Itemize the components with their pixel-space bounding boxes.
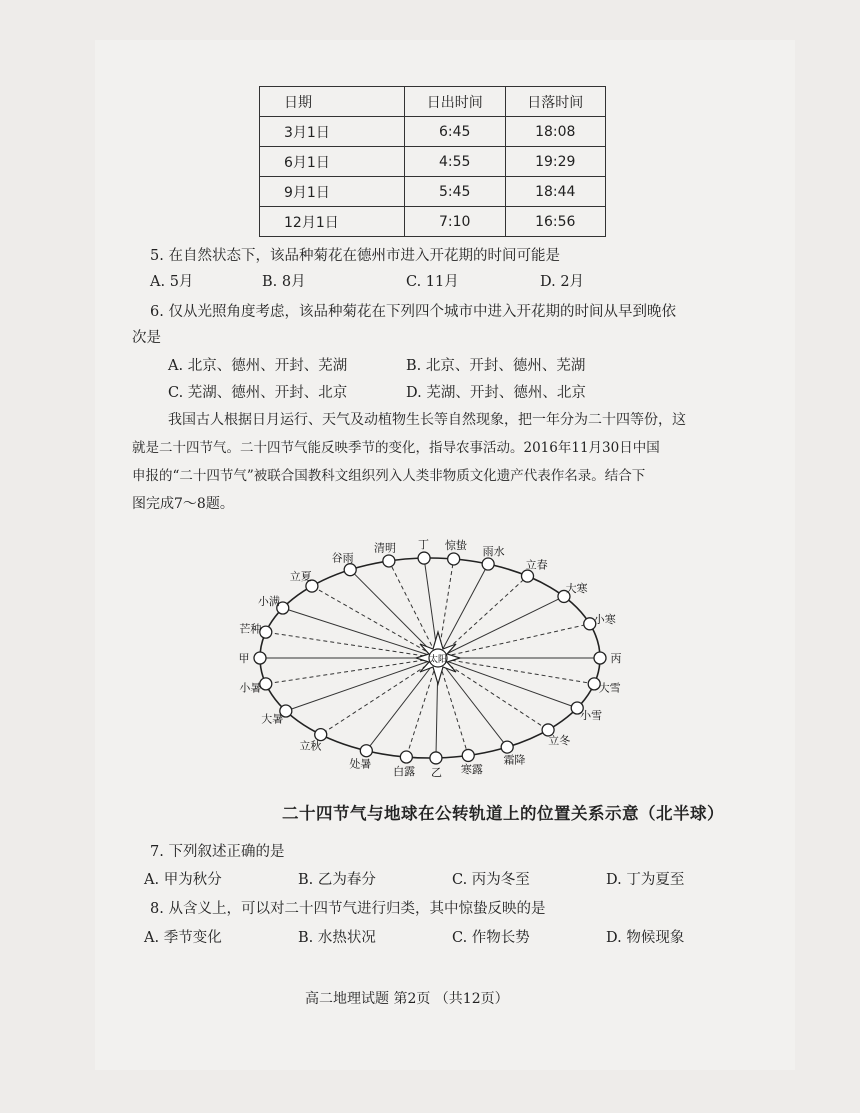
passage-line-2: 就是二十四节气。二十四节气能反映季节的变化，指导农事活动。2016年11月30日中国	[132, 440, 660, 456]
table-row	[260, 207, 606, 237]
question-7-option-a: A. 甲为秋分	[144, 872, 222, 888]
solar-term-label: 霜降	[503, 753, 526, 767]
earth-position-marker	[501, 741, 513, 753]
passage-line-4: 图完成7～8题。	[132, 496, 234, 512]
page-footer: 高二地理试题 第2页 （共12页）	[305, 991, 509, 1007]
question-8-option-a: A. 季节变化	[144, 930, 222, 946]
solar-term-label: 谷雨	[331, 551, 354, 565]
sunrise-sunset-table	[259, 86, 606, 237]
solar-term-label: 小寒	[593, 613, 616, 627]
orbit-spoke	[438, 564, 488, 658]
solar-term-label: 小暑	[239, 681, 262, 695]
earth-position-marker	[522, 570, 534, 582]
orbit-spoke	[438, 658, 507, 747]
question-8-option-c: C. 作物长势	[452, 930, 530, 946]
orbit-spoke	[438, 596, 564, 658]
orbit-spoke	[438, 658, 594, 684]
question-6-stem-continued: 次是	[132, 330, 161, 346]
orbit-spoke	[350, 570, 438, 658]
question-5-stem: 5. 在自然状态下，该品种菊花在德州市进入开花期的时间可能是	[150, 248, 560, 264]
question-5-option-b: B. 8月	[262, 274, 306, 290]
question-5-option-a: A. 5月	[150, 274, 194, 290]
earth-position-marker	[260, 678, 272, 690]
question-5-option-c: C. 11月	[406, 274, 459, 290]
solar-term-label: 乙	[430, 765, 442, 779]
table-cell: 18:44	[505, 177, 606, 207]
question-6-option-a: A. 北京、德州、开封、芜湖	[168, 358, 348, 374]
orbit-spoke	[438, 658, 577, 708]
orbit-spoke	[406, 658, 438, 757]
earth-position-marker	[344, 564, 356, 576]
question-6-option-b: B. 北京、开封、德州、芜湖	[406, 358, 586, 374]
solar-term-label: 大暑	[261, 712, 284, 726]
table-row	[260, 147, 606, 177]
earth-position-marker	[448, 553, 460, 565]
earth-position-marker	[254, 652, 266, 664]
question-7-option-b: B. 乙为春分	[298, 872, 376, 888]
table-row	[260, 117, 606, 147]
table-cell: 4:55	[405, 147, 506, 177]
solar-term-label: 立冬	[548, 734, 571, 748]
orbit-spoke	[366, 658, 438, 751]
orbit-spoke	[266, 632, 438, 658]
orbit-spoke	[312, 586, 438, 658]
question-8-option-b: B. 水热状况	[298, 930, 376, 946]
earth-position-marker	[260, 626, 272, 638]
passage-line-1: 我国古人根据日月运行、天气及动植物生长等自然现象，把一年分为二十四等份，这	[168, 412, 686, 428]
orbit-spoke	[438, 658, 548, 730]
earth-position-marker	[418, 552, 430, 564]
solar-term-label: 惊蛰	[444, 539, 467, 553]
table-row	[260, 177, 606, 207]
table-cell: 18:08	[505, 117, 606, 147]
question-8-option-d: D. 物候现象	[606, 930, 685, 946]
solar-term-label: 小雪	[580, 709, 603, 722]
solar-term-label: 雨水	[482, 544, 505, 558]
solar-term-label: 大雪	[598, 681, 621, 695]
solar-term-label: 立春	[525, 558, 548, 572]
table-header-row	[260, 87, 606, 117]
solar-term-label: 芒种	[239, 622, 262, 636]
table-cell: 5:45	[405, 177, 506, 207]
question-5-option-d: D. 2月	[540, 274, 585, 290]
solar-term-label: 立夏	[289, 569, 312, 583]
earth-position-marker	[462, 749, 474, 761]
table-header: 日落时间	[505, 87, 606, 117]
table-cell: 12月1日	[260, 207, 405, 237]
earth-position-marker	[360, 745, 372, 757]
question-8-stem: 8. 从含义上，可以对二十四节气进行归类，其中惊蛰反映的是	[150, 901, 546, 917]
earth-position-marker	[400, 751, 412, 763]
table-cell: 7:10	[405, 207, 506, 237]
earth-position-marker	[430, 752, 442, 764]
solar-term-label: 小满	[257, 595, 280, 608]
question-6-stem: 6. 仅从光照角度考虑，该品种菊花在下列四个城市中进入开花期的时间从早到晚依	[150, 304, 676, 320]
solar-term-label: 大寒	[565, 581, 588, 595]
solar-term-label: 立秋	[299, 739, 322, 753]
earth-position-marker	[383, 555, 395, 567]
solar-term-label: 寒露	[460, 763, 483, 777]
question-7-option-c: C. 丙为冬至	[452, 872, 530, 888]
solar-term-label: 丙	[610, 652, 622, 665]
solar-term-label: 处暑	[349, 757, 372, 771]
passage-line-3: 申报的“二十四节气”被联合国教科文组织列入人类非物质文化遗产代表作名录。结合下	[132, 468, 646, 484]
table-header: 日期	[260, 87, 405, 117]
table-cell: 16:56	[505, 207, 606, 237]
orbit-spoke	[286, 658, 438, 711]
table-cell: 6:45	[405, 117, 506, 147]
table-cell: 6月1日	[260, 147, 405, 177]
orbit-spoke	[438, 658, 468, 755]
solar-term-label: 甲	[238, 652, 250, 665]
solar-terms-orbit-diagram	[220, 520, 640, 800]
table-header: 日出时间	[405, 87, 506, 117]
orbit-spoke	[321, 658, 438, 735]
solar-term-label: 丁	[418, 538, 430, 552]
orbit-spoke	[266, 658, 438, 684]
earth-position-marker	[594, 652, 606, 664]
solar-term-label: 清明	[374, 541, 397, 555]
solar-term-label: 白露	[393, 764, 416, 778]
diagram-caption: 二十四节气与地球在公转轨道上的位置关系示意（北半球）	[282, 804, 724, 823]
orbit-spoke	[438, 624, 590, 658]
question-6-option-c: C. 芜湖、德州、开封、北京	[168, 385, 348, 401]
table-cell: 19:29	[505, 147, 606, 177]
table-cell: 9月1日	[260, 177, 405, 207]
sun-label: 太阳	[428, 655, 448, 665]
question-6-option-d: D. 芜湖、开封、德州、北京	[406, 385, 586, 401]
question-7-stem: 7. 下列叙述正确的是	[150, 844, 285, 860]
table-cell: 3月1日	[260, 117, 405, 147]
question-7-option-d: D. 丁为夏至	[606, 872, 685, 888]
earth-position-marker	[482, 558, 494, 570]
orbit-spoke	[283, 608, 438, 658]
